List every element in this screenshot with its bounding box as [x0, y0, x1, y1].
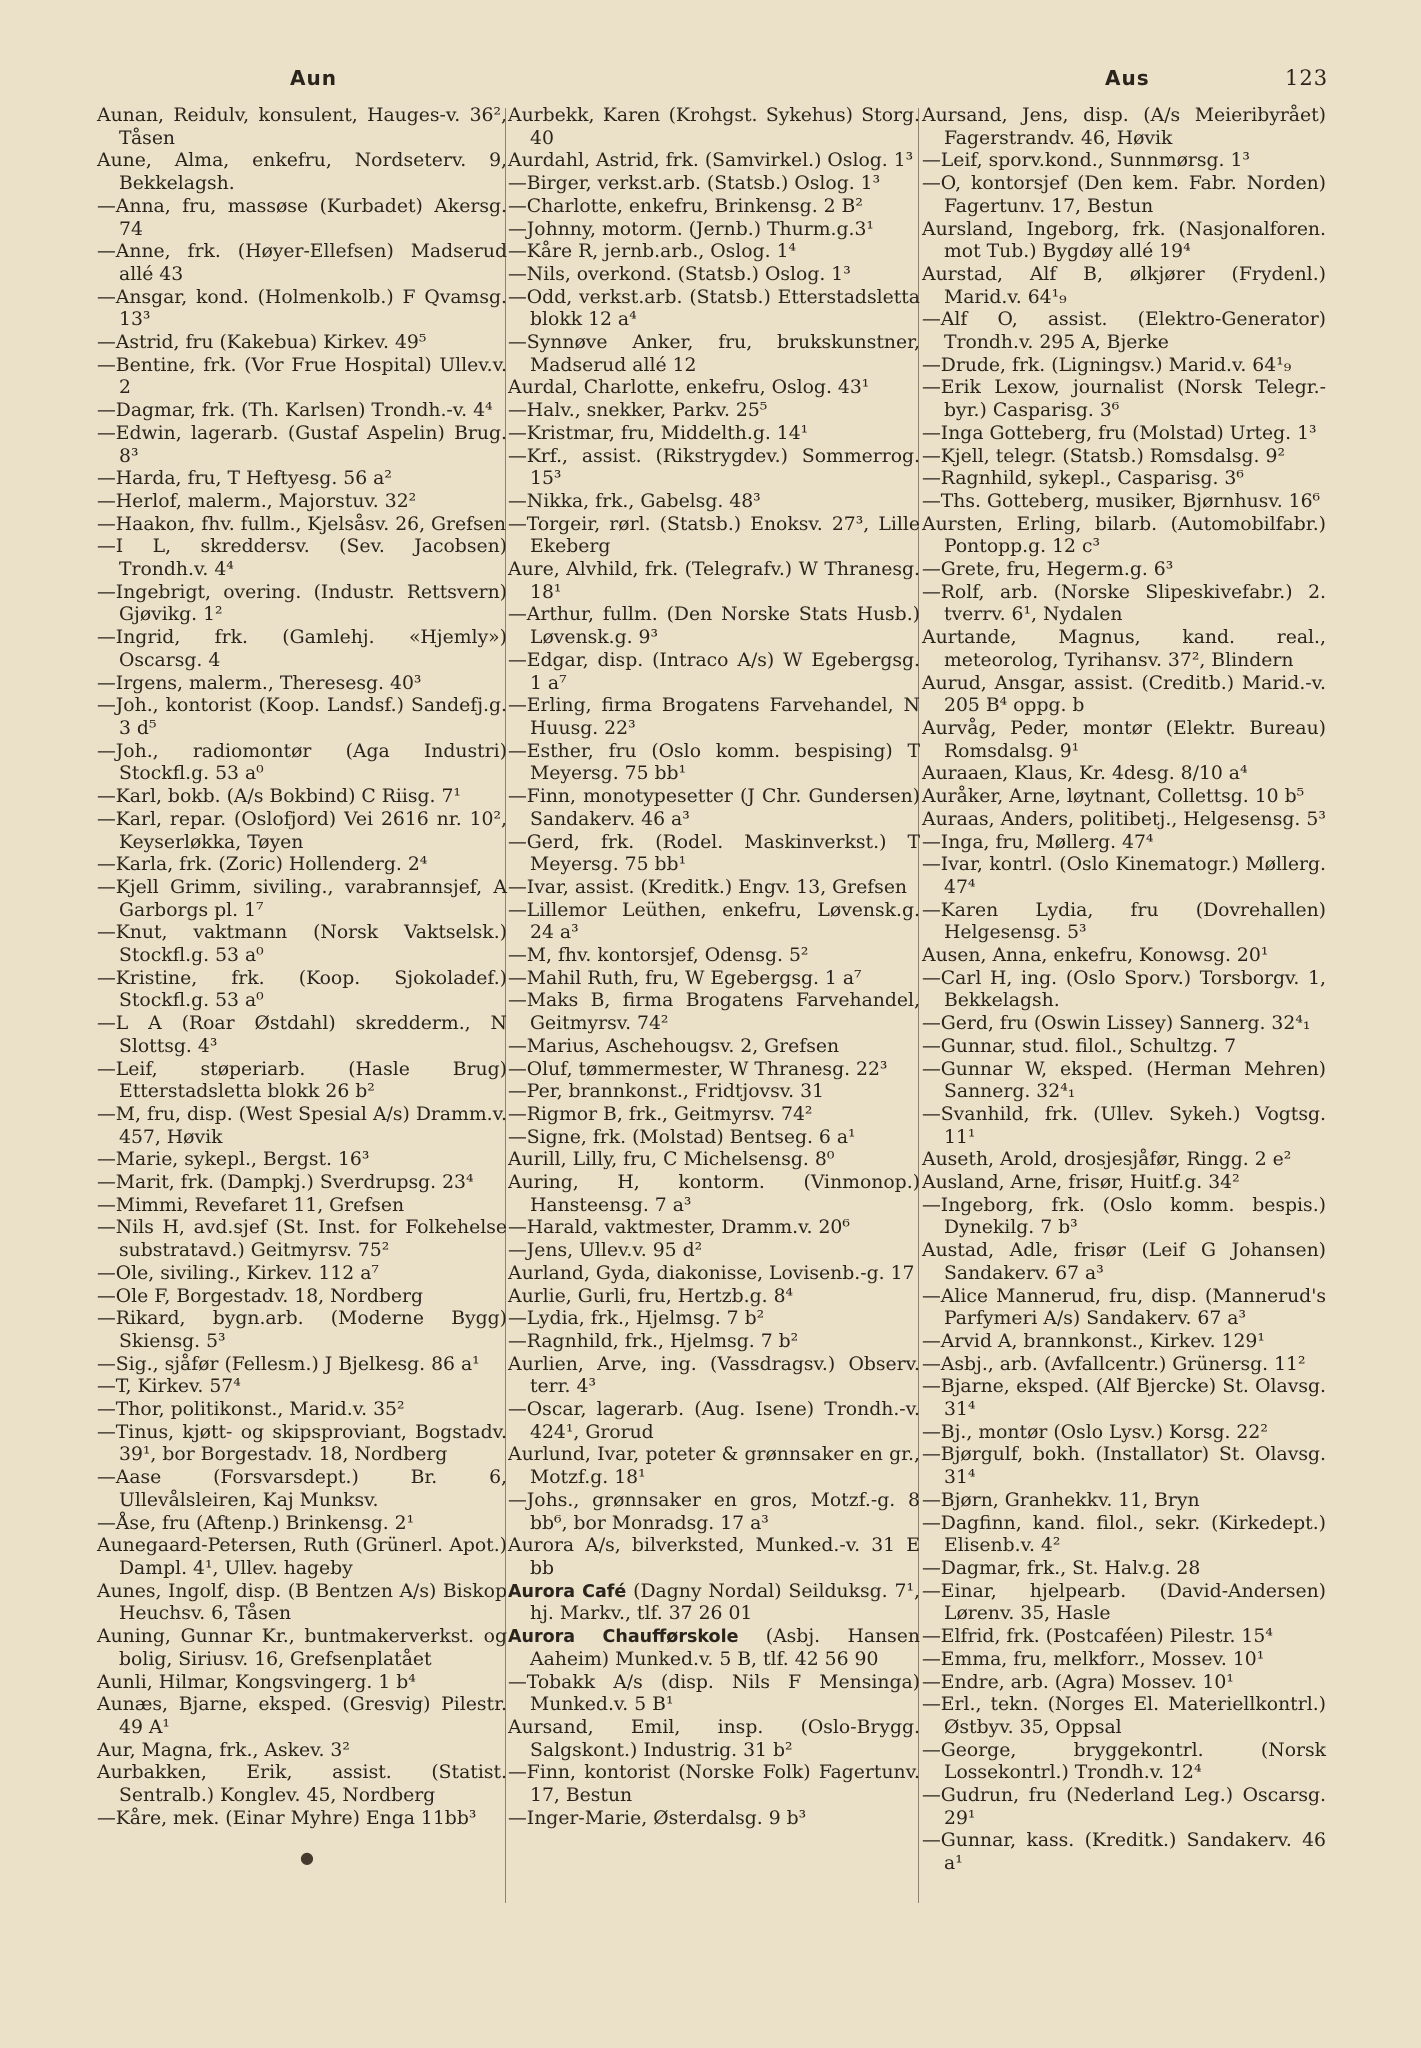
directory-entry: —Inga Gotteberg, fru (Molstad) Urteg. 1³: [922, 422, 1317, 444]
left-running-head: Aun: [290, 66, 337, 90]
directory-entry: —Odd, verkst.arb. (Statsb.) Etterstadsletta blokk 12 a⁴: [508, 286, 920, 331]
directory-entry: —Ragnhild, frk., Hjelmsg. 7 b²: [508, 1330, 799, 1352]
directory-entry: Aurdahl, Astrid, frk. (Samvirkel.) Oslog. 1³: [508, 150, 914, 172]
directory-entry: Aurora A/s, bilverksted, Munked.-v. 31 E bb: [508, 1535, 920, 1579]
directory-entry: —Knut, vaktmann (Norsk Vaktselsk.) Stockfl.g. 53 a⁰: [97, 922, 507, 967]
directory-entry: Aursten, Erling, bilarb. (Automobilfabr.) Pontopp.g. 12 c³: [922, 513, 1326, 558]
directory-entry: —Ole, siviling., Kirkev. 112 a⁷: [97, 1262, 379, 1284]
directory-entry: Ausland, Arne, frisør, Huitf.g. 34²: [922, 1172, 1240, 1194]
directory-entry: Auråker, Arne, løytnant, Collettsg. 10 b⁵: [922, 786, 1305, 808]
directory-entry: —Erling, firma Brogatens Farvehandel, N Huusg. 22³: [508, 695, 920, 739]
directory-entry: —George, bryggekontrl. (Norsk Lossekontrl.) Trondh.v. 12⁴: [922, 1739, 1326, 1784]
directory-entry: —T, Kirkev. 57⁴: [97, 1376, 241, 1398]
directory-entry: —Ingebrigt, overing. (Industr. Rettsvern) Gjøvikg. 1²: [97, 581, 507, 626]
directory-entry: —Erik Lexow, journalist (Norsk Telegr.-byr.) Casparisg. 3⁶: [922, 377, 1326, 422]
directory-entry: —Edgar, disp. (Intraco A/s) W Egebergsg. 1 a⁷: [508, 649, 920, 694]
directory-entry: —Oscar, lagerarb. (Aug. Isene) Trondh.-v. 424¹, Grorud: [508, 1399, 920, 1443]
directory-entry: —Tobakk A/s (disp. Nils F Mensinga) Munked.v. 5 B¹: [508, 1671, 920, 1716]
directory-entry: —Gudrun, fru (Nederland Leg.) Oscarsg. 29¹: [922, 1785, 1326, 1829]
directory-entry: —Rolf, arb. (Norske Slipeskivefabr.) 2. tverrv. 6¹, Nydalen: [922, 581, 1326, 626]
directory-entry: Aunli, Hilmar, Kongsvingerg. 1 b⁴: [97, 1671, 416, 1693]
directory-entry: —Finn, monotypesetter (J Chr. Gundersen) Sandakerv. 46 a³: [508, 786, 920, 830]
directory-entry: —Per, brannkonst., Fridtjovsv. 31: [508, 1081, 824, 1103]
column-1: [97, 105, 507, 1830]
directory-entry: —Harda, fru, T Heftyesg. 56 a²: [97, 468, 392, 490]
directory-entry: —Synnøve Anker, fru, brukskunstner, Madserud allé 12: [508, 332, 920, 376]
directory-entry: —Kåre R, jernb.arb., Oslog. 1⁴: [508, 241, 797, 263]
directory-entry: —Nikka, frk., Gabelsg. 48³: [508, 490, 761, 512]
directory-entry: —Kristine, frk. (Koop. Sjokoladef.) Stockfl.g. 53 a⁰: [97, 967, 507, 1012]
directory-entry: —Leif, sporv.kond., Sunnmørsg. 1³: [922, 150, 1250, 172]
directory-entry: —Marit, frk. (Dampkj.) Sverdrupsg. 23⁴: [97, 1172, 474, 1194]
directory-entry: —Bjørgulf, bokh. (Installator) St. Olavsg. 31⁴: [922, 1444, 1326, 1489]
directory-entry: Aune, Alma, enkefru, Nordseterv. 9, Bekkelagsh.: [97, 150, 507, 195]
directory-entry: —Elfrid, frk. (Postcaféen) Pilestr. 15⁴: [922, 1626, 1273, 1648]
directory-entry: Auraas, Anders, politibetj., Helgesensg. 5³: [922, 808, 1326, 830]
directory-entry: —Lydia, frk., Hjelmsg. 7 b²: [508, 1308, 765, 1330]
directory-entry: —Einar, hjelpearb. (David-Andersen) Lørenv. 35, Hasle: [922, 1580, 1326, 1625]
directory-entry: —L A (Roar Østdahl) skredderm., N Slottsg. 4³: [97, 1013, 507, 1057]
directory-entry: Aurlund, Ivar, poteter & grønnsaker en gr., Motzf.g. 18¹: [508, 1444, 920, 1489]
directory-entry: —Grete, fru, Hegerm.g. 6³: [922, 559, 1174, 581]
directory-entry: —Herlof, malerm., Majorstuv. 32²: [97, 490, 417, 512]
directory-entry: Aunan, Reidulv, konsulent, Hauges-v. 36², Tåsen: [97, 105, 507, 149]
directory-entry: —Inger-Marie, Østerdalsg. 9 b³: [508, 1807, 807, 1829]
directory-entry: —Ths. Gotteberg, musiker, Bjørnhusv. 16⁶: [922, 490, 1321, 512]
directory-entry: —Karla, frk. (Zoric) Hollenderg. 2⁴: [97, 854, 428, 876]
directory-entry: —Astrid, fru (Kakebua) Kirkev. 49⁵: [97, 332, 427, 354]
directory-entry: Aunæs, Bjarne, eksped. (Gresvig) Pilestr. 49 A¹: [97, 1694, 507, 1738]
directory-entry: —Erl., tekn. (Norges El. Materiellkontrl.) Østbyv. 35, Oppsal: [922, 1694, 1326, 1738]
directory-entry: —Emma, fru, melkforr., Mossev. 10¹: [922, 1648, 1265, 1670]
directory-entry: —Johnny, motorm. (Jernb.) Thurm.g.3¹: [508, 218, 874, 240]
directory-entry: —Thor, politikonst., Marid.v. 35²: [97, 1399, 405, 1421]
directory-entry: —Endre, arb. (Agra) Mossev. 10¹: [922, 1671, 1234, 1693]
directory-entry: —Irgens, malerm., Theresesg. 40³: [97, 672, 422, 694]
directory-entry: —Karen Lydia, fru (Dovrehallen) Helgesensg. 5³: [922, 899, 1326, 944]
directory-entry: —Drude, frk. (Ligningsv.) Marid.v. 64¹₉: [922, 354, 1292, 376]
directory-entry: —Halv., snekker, Parkv. 25⁵: [508, 400, 768, 422]
directory-entry: —Krf., assist. (Rikstrygdev.) Sommerrog. 15³: [508, 445, 920, 490]
directory-entry: —Nils, overkond. (Statsb.) Oslog. 1³: [508, 263, 851, 285]
directory-entry: —Jens, Ullev.v. 95 d²: [508, 1240, 703, 1262]
directory-entry: Aunegaard-Petersen, Ruth (Grünerl. Apot.) Dampl. 4¹, Ullev. hageby: [97, 1535, 507, 1579]
directory-entry: —Arthur, fullm. (Den Norske Stats Husb.) Løvensk.g. 9³: [508, 604, 920, 649]
directory-entry: Aur, Magna, frk., Askev. 3²: [97, 1739, 350, 1761]
directory-entry: —Kjell Grimm, siviling., varabrannsjef, A Garborgs pl. 1⁷: [97, 876, 507, 921]
directory-entry: Aurlie, Gurli, fru, Hertzb.g. 8⁴: [508, 1285, 794, 1307]
directory-entry: —Gerd, frk. (Rodel. Maskinverkst.) T Meyersg. 75 bb¹: [508, 831, 920, 876]
directory-entry: —Edwin, lagerarb. (Gustaf Aspelin) Brug. 8³: [97, 422, 507, 467]
directory-entry: —Rigmor B, frk., Geitmyrsv. 74²: [508, 1103, 813, 1125]
directory-entry: —Åse, fru (Aftenp.) Brinkensg. 2¹: [97, 1512, 415, 1534]
directory-entry: —Marius, Aschehougsv. 2, Grefsen: [508, 1035, 840, 1057]
directory-entry: —Ole F, Borgestadv. 18, Nordberg: [97, 1285, 423, 1307]
directory-entry: Aurland, Gyda, diakonisse, Lovisenb.-g. 17: [508, 1262, 915, 1284]
directory-entry: Aurlien, Arve, ing. (Vassdragsv.) Observ. terr. 4³: [508, 1353, 920, 1398]
directory-entry: —Nils H, avd.sjef (St. Inst. for Folkehelse substratavd.) Geitmyrsv. 75²: [97, 1217, 507, 1262]
directory-entry: Auning, Gunnar Kr., buntmakerverkst. og bolig, Siriusv. 16, Grefsenplatået: [97, 1626, 507, 1670]
directory-entry: Aursand, Jens, disp. (A/s Meieribyrået) Fagerstrandv. 46, Høvik: [922, 105, 1326, 149]
directory-entry: —Tinus, kjøtt- og skipsproviant, Bogstadv. 39¹, bor Borgestadv. 18, Nordberg: [97, 1421, 507, 1466]
directory-entry: —Leif, støperiarb. (Hasle Brug) Etterstadsletta blokk 26 b²: [97, 1058, 507, 1103]
directory-entry: —Dagmar, frk. (Th. Karlsen) Trondh.-v. 4⁴: [97, 400, 493, 422]
directory-entry: —Joh., kontorist (Koop. Landsf.) Sandefj.g. 3 d⁵: [97, 695, 507, 739]
directory-entry: —Joh., radiomontør (Aga Industri) Stockfl.g. 53 a⁰: [97, 740, 507, 785]
directory-entry: —Kåre, mek. (Einar Myhre) Enga 11bb³: [97, 1807, 477, 1829]
directory-entry: —Alice Mannerud, fru, disp. (Mannerud's Parfymeri A/s) Sandakerv. 67 a³: [922, 1285, 1326, 1330]
directory-entry: Aurora Café (Dagny Nordal) Seilduksg. 7¹, hj. Markv., tlf. 37 26 01: [508, 1580, 920, 1625]
directory-entry: —Gunnar, kass. (Kreditk.) Sandakerv. 46 a¹: [922, 1830, 1326, 1875]
directory-entry: —Ingeborg, frk. (Oslo komm. bespis.) Dynekilg. 7 b³: [922, 1194, 1326, 1239]
right-running-head: Aus: [1105, 66, 1150, 90]
directory-entry: —Svanhild, frk. (Ullev. Sykeh.) Vogtsg. 11¹: [922, 1103, 1326, 1148]
directory-entry: —Marie, sykepl., Bergst. 16³: [97, 1149, 370, 1171]
directory-entry: —Johs., grønnsaker en gros, Motzf.-g. 8 bb⁶, bor Monradsg. 17 a³: [508, 1489, 920, 1534]
directory-entry: —I L, skreddersv. (Sev. Jacobsen) Trondh.v. 4⁴: [97, 536, 507, 581]
directory-entry: —Birger, verkst.arb. (Statsb.) Oslog. 1³: [508, 173, 881, 195]
directory-entry: —Lillemor Leüthen, enkefru, Løvensk.g. 24 a³: [508, 899, 920, 944]
directory-entry: —Torgeir, rørl. (Statsb.) Enoksv. 27³, Lille Ekeberg: [508, 513, 920, 558]
directory-entry: Aurstad, Alf B, ølkjører (Frydenl.) Marid.v. 64¹₉: [922, 263, 1326, 308]
directory-entry: —Aase (Forsvarsdept.) Br. 6, Ullevålsleiren, Kaj Munksv.: [97, 1467, 507, 1511]
directory-entry: —Mimmi, Revefaret 11, Grefsen: [97, 1194, 405, 1216]
directory-entry: —Charlotte, enkefru, Brinkensg. 2 B²: [508, 195, 863, 217]
directory-entry: —Signe, frk. (Molstad) Bentseg. 6 a¹: [508, 1126, 856, 1148]
directory-entry: —Harald, vaktmester, Dramm.v. 20⁶: [508, 1217, 850, 1239]
directory-entry: Aurvåg, Peder, montør (Elektr. Bureau) Romsdalsg. 9¹: [922, 717, 1326, 762]
column-2: [508, 105, 920, 1830]
directory-entry: —Asbj., arb. (Avfallcentr.) Grünersg. 11²: [922, 1353, 1306, 1375]
directory-entry: —Bjørn, Granhekkv. 11, Bryn: [922, 1489, 1200, 1511]
directory-entry: Aurdal, Charlotte, enkefru, Oslog. 43¹: [508, 377, 870, 399]
directory-entry: Aurud, Ansgar, assist. (Creditb.) Marid.-v. 205 B⁴ oppg. b: [922, 672, 1326, 717]
directory-entry: Aurbekk, Karen (Krohgst. Sykehus) Storg. 40: [508, 105, 920, 149]
directory-entry: Aurora Chaufførskole (Asbj. Hansen Aaheim) Munked.v. 5 B, tlf. 42 56 90: [508, 1626, 920, 1670]
directory-entry: —Ingrid, frk. (Gamlehj. «Hjemly») Oscarsg. 4: [97, 627, 507, 671]
directory-entry: Aurtande, Magnus, kand. real., meteorolog, Tyrihansv. 37², Blindern: [922, 627, 1326, 671]
directory-entry: —Anne, frk. (Høyer-Ellefsen) Madserud allé 43: [97, 241, 507, 285]
directory-entry: —M, fhv. kontorsjef, Odensg. 5²: [508, 945, 809, 967]
directory-entry: Austad, Adle, frisør (Leif G Johansen) Sandakerv. 67 a³: [922, 1240, 1326, 1284]
directory-entry: Auraaen, Klaus, Kr. 4desg. 8/10 a⁴: [922, 763, 1248, 785]
directory-entry: Aunes, Ingolf, disp. (B Bentzen A/s) Biskop Heuchsv. 6, Tåsen: [97, 1580, 507, 1625]
directory-entry: —Mahil Ruth, fru, W Egebergsg. 1 a⁷: [508, 967, 862, 989]
ink-dot: ●: [300, 1848, 314, 1867]
directory-entry: —Haakon, fhv. fullm., Kjelsåsv. 26, Grefsen: [97, 513, 506, 535]
directory-entry: Auring, H, kontorm. (Vinmonop.) Hansteensg. 7 a³: [508, 1172, 920, 1216]
directory-entry: Aursland, Ingeborg, frk. (Nasjonalforen. mot Tub.) Bygdøy allé 19⁴: [922, 218, 1326, 263]
directory-entry: —Maks B, firma Brogatens Farvehandel, Geitmyrsv. 74²: [508, 990, 920, 1035]
directory-entry: Aurbakken, Erik, assist. (Statist. Sentralb.) Konglev. 45, Nordberg: [97, 1762, 507, 1807]
directory-entry: —Ansgar, kond. (Holmenkolb.) F Qvamsg. 13³: [97, 286, 507, 331]
directory-entry: —Finn, kontorist (Norske Folk) Fagertunv. 17, Bestun: [508, 1762, 920, 1807]
page-number: 123: [1285, 66, 1329, 90]
directory-entry: —Karl, repar. (Oslofjord) Vei 2616 nr. 10², Keyserløkka, Tøyen: [97, 808, 507, 853]
directory-entry: —Dagfinn, kand. filol., sekr. (Kirkedept.) Elisenb.v. 4²: [922, 1512, 1326, 1557]
directory-entry: Aurill, Lilly, fru, C Michelsensg. 8⁰: [508, 1149, 835, 1171]
directory-entry: —Karl, bokb. (A/s Bokbind) C Riisg. 7¹: [97, 786, 461, 808]
directory-entry: —Carl H, ing. (Oslo Sporv.) Torsborgv. 1, Bekkelagsh.: [922, 967, 1326, 1012]
directory-entry: —Anna, fru, massøse (Kurbadet) Akersg. 74: [97, 195, 507, 240]
directory-entry: —Gerd, fru (Oswin Lissey) Sannerg. 32⁴₁: [922, 1013, 1311, 1035]
directory-entry: —Oluf, tømmermester, W Thranesg. 22³: [508, 1058, 888, 1080]
directory-entry: —Inga, fru, Møllerg. 47⁴: [922, 831, 1154, 853]
directory-entry: —Ivar, assist. (Kreditk.) Engv. 13, Grefsen: [508, 876, 908, 898]
directory-entry: —Esther, fru (Oslo komm. bespising) T Meyersg. 75 bb¹: [508, 740, 920, 785]
directory-entry: —Arvid A, brannkonst., Kirkev. 129¹: [922, 1330, 1265, 1352]
directory-entry: —Alf O, assist. (Elektro-Generator) Trondh.v. 295 A, Bjerke: [922, 309, 1326, 354]
directory-entry: Aure, Alvhild, frk. (Telegrafv.) W Thranesg. 18¹: [508, 559, 920, 603]
directory-entry: —Gunnar W, eksped. (Herman Mehren) Sannerg. 32⁴₁: [922, 1058, 1326, 1103]
directory-entry: —Rikard, bygn.arb. (Moderne Bygg) Skiensg. 5³: [97, 1308, 507, 1352]
column-3: [922, 105, 1326, 1876]
directory-entry: —Bentine, frk. (Vor Frue Hospital) Ullev.v. 2: [97, 354, 507, 399]
directory-entry: —M, fru, disp. (West Spesial A/s) Dramm.v. 457, Høvik: [97, 1103, 507, 1148]
directory-entry: —Ragnhild, sykepl., Casparisg. 3⁶: [922, 468, 1244, 490]
directory-entry: Ausen, Anna, enkefru, Konowsg. 20¹: [922, 945, 1269, 967]
directory-entry: Aursand, Emil, insp. (Oslo-Brygg. Salgskont.) Industrig. 31 b²: [508, 1716, 920, 1761]
directory-entry: Auseth, Arold, drosjesjåfør, Ringg. 2 e²: [922, 1149, 1292, 1171]
directory-entry: —Ivar, kontrl. (Oslo Kinematogr.) Møllerg. 47⁴: [922, 854, 1326, 898]
directory-entry: —Kjell, telegr. (Statsb.) Romsdalsg. 9²: [922, 445, 1285, 467]
directory-entry: —Dagmar, frk., St. Halv.g. 28: [922, 1558, 1201, 1579]
directory-entry: —Kristmar, fru, Middelth.g. 14¹: [508, 422, 809, 444]
directory-entry: —Bj., montør (Oslo Lysv.) Korsg. 22²: [922, 1421, 1268, 1443]
directory-entry: —O, kontorsjef (Den kem. Fabr. Norden) Fagertunv. 17, Bestun: [922, 173, 1326, 217]
directory-entry: —Gunnar, stud. filol., Schultzg. 7: [922, 1035, 1237, 1057]
directory-entry: —Bjarne, eksped. (Alf Bjercke) St. Olavsg. 31⁴: [922, 1376, 1326, 1421]
directory-entry: —Sig., sjåfør (Fellesm.) J Bjelkesg. 86 a¹: [97, 1353, 480, 1375]
